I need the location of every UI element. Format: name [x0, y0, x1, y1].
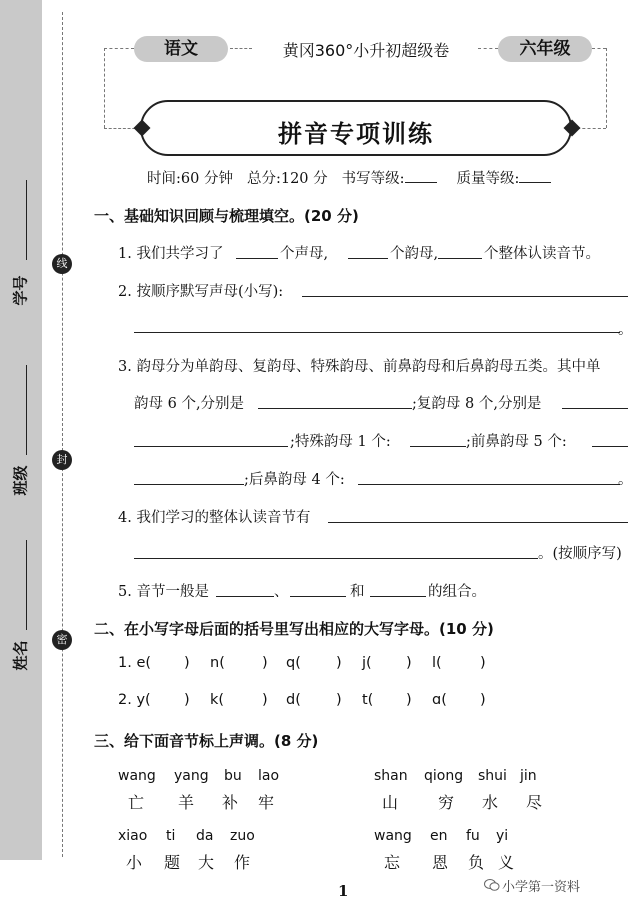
q5-blank2[interactable]	[290, 596, 346, 597]
chinese-character: 作	[234, 853, 251, 872]
pinyin-syllable[interactable]: wang	[374, 828, 412, 844]
quality-grade-label: 质量等级:	[456, 171, 520, 187]
q2-blank1[interactable]	[302, 296, 628, 297]
letter-open: n(	[210, 655, 225, 671]
class-line	[26, 365, 27, 455]
q3-blank3[interactable]	[134, 446, 288, 447]
pinyin-syllable[interactable]: zuo	[230, 828, 255, 844]
q3-line2b: ;复韵母 8 个,分别是	[412, 396, 542, 412]
letter-open: t(	[362, 692, 374, 708]
letter-open: ɑ(	[432, 692, 447, 708]
chinese-character: 恩	[432, 853, 449, 872]
pinyin-syllable[interactable]: yi	[496, 828, 509, 844]
chinese-character: 羊	[178, 793, 195, 812]
subject-badge: 语文	[134, 36, 228, 62]
q5-text-b: 、	[274, 584, 289, 600]
page-number: 1	[338, 882, 349, 900]
q1-blank1[interactable]	[236, 258, 278, 259]
section3-heading: 三、给下面音节标上声调。(8 分)	[94, 732, 319, 750]
chinese-character: 忘	[384, 853, 401, 872]
pinyin-syllable[interactable]: en	[430, 828, 448, 844]
chinese-character: 尽	[526, 793, 543, 812]
q3-line3a: ;特殊韵母 1 个:	[290, 434, 391, 450]
q4-blank1[interactable]	[328, 522, 628, 523]
q3-line3b: ;前鼻韵母 5 个:	[466, 434, 567, 450]
chinese-character: 义	[498, 853, 515, 872]
chinese-character: 亡	[128, 793, 145, 812]
binding-margin	[0, 0, 42, 860]
pinyin-syllable[interactable]: shan	[374, 768, 408, 784]
pinyin-syllable[interactable]: shui	[478, 768, 507, 784]
pinyin-syllable[interactable]: xiao	[118, 828, 148, 844]
q4-text: 4. 我们学习的整体认读音节有	[118, 510, 311, 526]
q3-line2a: 韵母 6 个,分别是	[134, 396, 245, 412]
letter-close[interactable]: )	[406, 655, 412, 671]
letter-close[interactable]: )	[262, 655, 268, 671]
q3-blank7[interactable]	[358, 484, 620, 485]
header-dash-right	[592, 48, 606, 49]
header-vdash-left	[104, 48, 105, 128]
grade-badge: 六年级	[498, 36, 592, 62]
watermark: 小学第一资料	[502, 880, 581, 895]
q3-blank2[interactable]	[562, 408, 628, 409]
letter-open: d(	[286, 692, 301, 708]
letter-open: l(	[432, 655, 442, 671]
q5-text-c: 和	[350, 584, 365, 600]
q5-text-d: 的组合。	[428, 584, 486, 600]
pinyin-syllable[interactable]: ti	[166, 828, 176, 844]
student-id-line	[26, 180, 27, 260]
q1-text-d: 个整体认读音节。	[484, 246, 600, 262]
cut-line	[62, 12, 63, 857]
chinese-character: 小	[126, 853, 143, 872]
section2-heading: 二、在小写字母后面的括号里写出相应的大写字母。(10 分)	[94, 620, 494, 638]
score-info: 总分:120 分	[246, 171, 328, 187]
series-title: 黄冈360°小升初超级卷	[282, 41, 450, 60]
letter-close[interactable]: )	[480, 655, 486, 671]
q2-end: 。	[618, 322, 633, 338]
seal-secret-mark: 密	[52, 630, 72, 650]
q5-blank3[interactable]	[370, 596, 426, 597]
chinese-character: 牢	[258, 793, 275, 812]
chinese-character: 补	[222, 793, 239, 812]
exam-info	[147, 167, 565, 188]
q3-blank6[interactable]	[134, 484, 244, 485]
section1-heading: 一、基础知识回顾与梳理填空。(20 分)	[94, 207, 359, 225]
writing-grade-field[interactable]	[405, 169, 437, 183]
q3-line1: 3. 韵母分为单韵母、复韵母、特殊韵母、前鼻韵母和后鼻韵母五类。其中单	[118, 359, 601, 375]
q3-line4b: 。	[618, 472, 633, 488]
q1-text-a: 1. 我们共学习了	[118, 246, 224, 262]
q3-blank5[interactable]	[592, 446, 628, 447]
pinyin-syllable[interactable]: bu	[224, 768, 242, 784]
writing-grade-label: 书写等级:	[341, 171, 405, 187]
q2-blank2[interactable]	[134, 332, 620, 333]
pinyin-syllable[interactable]: da	[196, 828, 214, 844]
q1-text-c: 个韵母,	[390, 246, 439, 262]
seal-seal-mark: 封	[52, 450, 72, 470]
header-dash-mid-left	[230, 48, 252, 49]
header-dash-left	[104, 48, 134, 49]
pinyin-syllable[interactable]: jin	[520, 768, 537, 784]
q5-blank1[interactable]	[216, 596, 274, 597]
q2-text: 2. 按顺序默写声母(小写):	[118, 284, 284, 300]
pinyin-syllable[interactable]: qiong	[424, 768, 464, 784]
letter-close[interactable]: )	[184, 692, 190, 708]
chinese-character: 大	[198, 853, 215, 872]
letter-close[interactable]: )	[406, 692, 412, 708]
q5-text-a: 5. 音节一般是	[118, 584, 209, 600]
chinese-character: 山	[382, 793, 399, 812]
q4-end: 。(按顺序写)	[538, 546, 622, 562]
student-id-label: 学号	[11, 275, 30, 306]
q3-blank4[interactable]	[410, 446, 466, 447]
quality-grade-field[interactable]	[519, 169, 551, 183]
seal-line-mark: 线	[52, 254, 72, 274]
letter-close[interactable]: )	[262, 692, 268, 708]
letter-close[interactable]: )	[184, 655, 190, 671]
header-dash-mid-right	[478, 48, 498, 49]
q3-line4a: ;后鼻韵母 4 个:	[244, 472, 345, 488]
time-info: 时间:60 分钟	[147, 171, 233, 187]
chinese-character: 穷	[438, 793, 455, 812]
pinyin-syllable[interactable]: fu	[466, 828, 480, 844]
q1-text-b: 个声母,	[280, 246, 329, 262]
q1-blank3[interactable]	[438, 258, 482, 259]
letter-close[interactable]: )	[336, 692, 342, 708]
name-line	[26, 540, 27, 630]
wechat-icon	[484, 878, 500, 892]
class-label: 班级	[11, 465, 30, 496]
letter-open: q(	[286, 655, 301, 671]
letter-close[interactable]: )	[336, 655, 342, 671]
page-title: 拼音专项训练	[278, 119, 434, 148]
letter-open: 2. y(	[118, 692, 151, 708]
pinyin-syllable[interactable]: wang	[118, 768, 156, 784]
title-banner	[140, 100, 572, 156]
name-label: 姓名	[11, 640, 30, 671]
pinyin-syllable[interactable]: yang	[174, 768, 209, 784]
letter-open: k(	[210, 692, 225, 708]
letter-close[interactable]: )	[480, 692, 486, 708]
q3-blank1[interactable]	[258, 408, 412, 409]
letter-open: j(	[362, 655, 372, 671]
pinyin-syllable[interactable]: lao	[258, 768, 280, 784]
letter-open: 1. e(	[118, 655, 152, 671]
chinese-character: 水	[482, 793, 499, 812]
chinese-character: 题	[164, 853, 181, 872]
header-vdash-right	[606, 48, 607, 128]
chinese-character: 负	[468, 853, 485, 872]
q1-blank2[interactable]	[348, 258, 388, 259]
q4-blank2[interactable]	[134, 558, 538, 559]
